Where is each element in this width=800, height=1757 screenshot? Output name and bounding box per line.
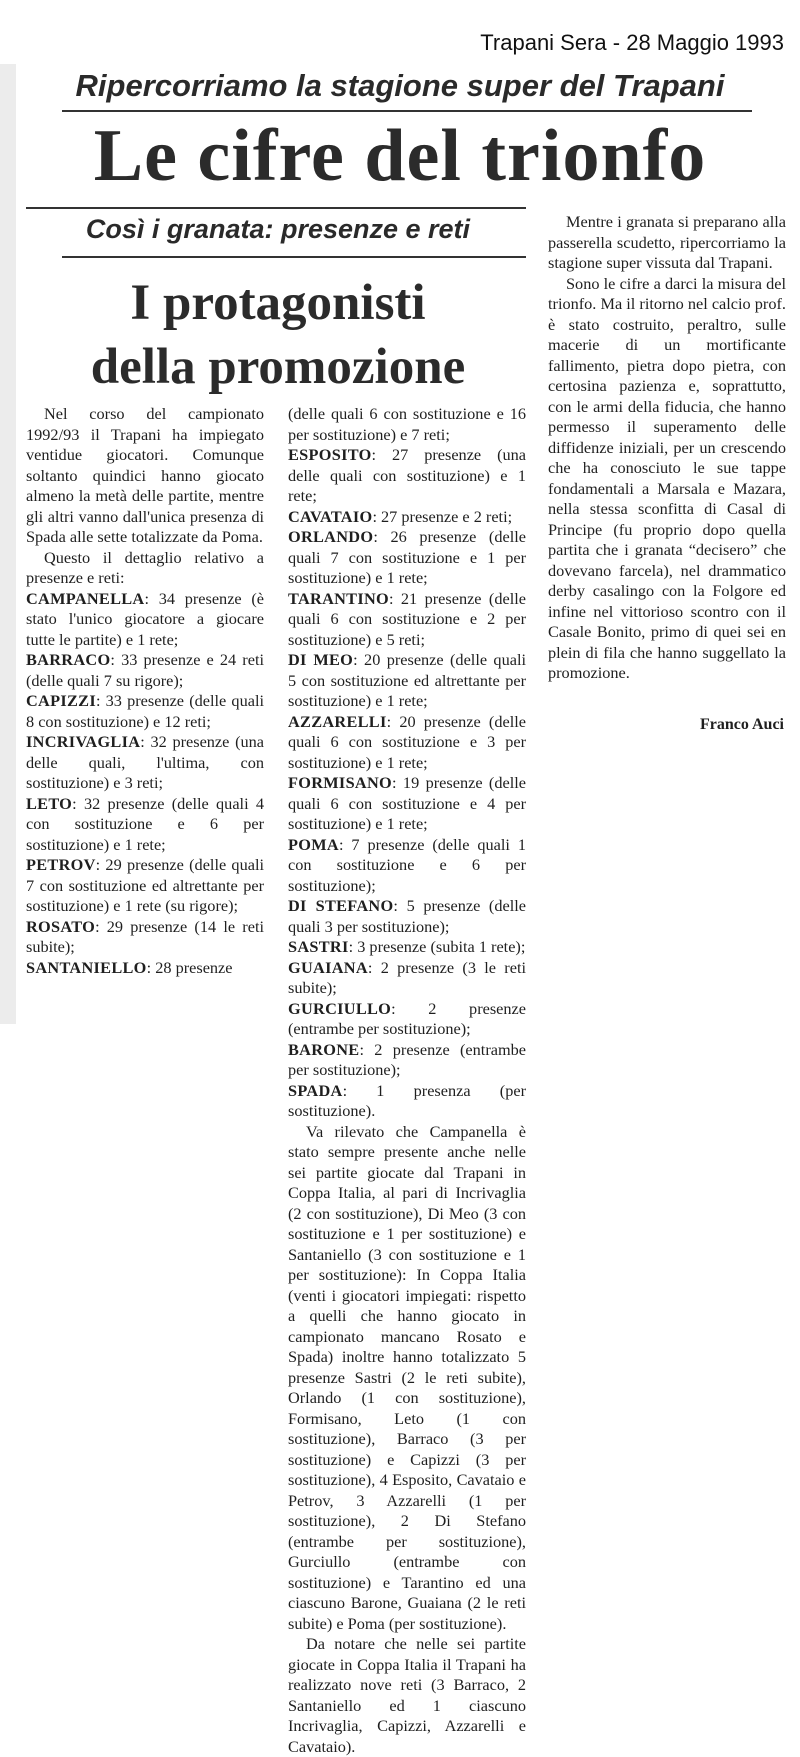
player-entry: ROSATO: 29 presenze (14 le reti subite); xyxy=(26,916,264,956)
sub-headline-line-2: della promozione xyxy=(90,339,466,395)
player-entry: GUAIANA: 2 presenze (3 le reti subite); xyxy=(288,957,526,997)
player-entry: SANTANIELLO: 28 presenze xyxy=(26,957,233,977)
newspaper-clipping xyxy=(0,64,800,1756)
player-entry: CAVATAIO: 27 presenze e 2 reti; xyxy=(288,506,513,526)
player-entry: DI STEFANO: 5 presenze (delle quali 3 per sostituzione); xyxy=(288,896,526,936)
player-entry: FORMISANO: 19 presenze (delle quali 6 con sostituzione e 4 per sostituzione) e 1 rete; xyxy=(288,773,526,833)
column-2 xyxy=(288,404,526,1757)
intro-paragraph: Nel corso del campionato 1992/93 il Trapani ha impiegato ventidue giocatori. Comunque soltanto quindici hanno giocato almeno la metà delle partite, mentre gli altri vanno dall'unica presenza di Spada alle sette totalizzate da Poma. xyxy=(26,404,264,546)
player-entry-continued: (delle quali 6 con sostituzione e 16 per sostituzione) e 7 reti; xyxy=(288,404,526,444)
player-entry: LETO: 32 presenze (delle quali 4 con sostituzione e 6 per sostituzione) e 1 rete; xyxy=(26,793,264,854)
player-entry: CAPIZZI: 33 presenze (delle quali 8 con sostituzione) e 12 reti; xyxy=(26,691,264,731)
player-entry: AZZARELLI: 20 presenze (delle quali 6 con sostituzione e 3 per sostituzione) e 1 rete; xyxy=(288,711,526,772)
kicker-rule xyxy=(62,110,752,112)
sub-headline-line-1: I protagonisti xyxy=(130,275,426,331)
coppa-paragraph: Va rilevato che Campanella è stato sempre presente anche nelle sei partite giocate dal Trapani in Coppa Italia, al pari di Incrivaglia (2 con sostituzione), Di Meo (3 con sostituzione e 1 per sostituzione) e Santaniello (3 con sostituzione e 1 per sostituzione): In Coppa Italia (venti i giocatori impiegati: rispetto a quelli che hanno giocato in campionato mancano Rosato e Spada) inoltre hanno totalizzato 5 presenze Sastri (2 le reti subite), Orlando (1 con sostituzione), Formisano, Leto (1 con sostituzione), Barraco (3 per sostituzione) e Capizzi (3 per sostituzione), 4 Esposito, Cavataio e Petrov, 3 Azzarelli (1 per sostituzione), 2 Di Stefano (entrambe per sostituzione), Gurciullo (entrambe con sostituzione) e Tarantino ed una ciascuno Barone, Guaiana (2 le reti subite) e Poma (per sostituzione). xyxy=(288,1121,526,1633)
column-1 xyxy=(26,404,264,978)
player-entry: SASTRI: 3 presenze (subita 1 rete); xyxy=(288,937,526,956)
player-entry: PETROV: 29 presenze (delle quali 7 con sostituzione ed altrettante per sostituzione) e 1 rete (su rigore); xyxy=(26,855,264,915)
sub-kicker-rule xyxy=(62,256,526,258)
player-entry: BARRACO: 33 presenze e 24 reti (delle quali 7 su rigore); xyxy=(26,650,264,690)
player-entry: POMA: 7 presenze (delle quali 1 con sostituzione e 6 per sostituzione); xyxy=(288,834,526,895)
player-entry: ORLANDO: 26 presenze (delle quali 7 con sostituzione e 1 per sostituzione) e 1 rete; xyxy=(288,527,526,587)
player-entry: SPADA: 1 presenza (per sostituzione). xyxy=(288,1080,526,1120)
kicker: Ripercorriamo la stagione super del Trapani xyxy=(75,68,725,103)
headline: Le cifre del trionfo xyxy=(93,115,707,197)
player-entry: ESPOSITO: 27 presenze (una delle quali con sostituzione) e 1 rete; xyxy=(288,445,526,505)
player-entry: INCRIVAGLIA: 32 presenze (una delle quali, l'ultima, con sostituzione) e 3 reti; xyxy=(26,732,264,792)
headline-rule xyxy=(26,207,526,209)
sub-kicker: Così i granata: presenze e reti xyxy=(85,214,471,244)
body-paragraph: Sono le cifre a darci la misura del trionfo. Ma il ritorno nel calcio prof. è stato costruito, peraltro, sulle macerie di un mortificante fallimento, pietra dopo pietra, con certosina pazienza e, soprattutto, con le armi della fiducia, che hanno permesso il superamento delle diffidenze iniziali, per un crescendo che ha conosciuto le sue tappe fondamentali a Marsala e Mazara, nella stessa sconfitta di Casal di Principe (fu proprio dopo quella partita che i granata “decisero” che dovevano farcela), nel drammatico derby casalingo con la Folgore ed infine nel vittorioso scontro con il Casale Bonito, primo di quei sei en plein di fila che hanno suggellato la promozione. xyxy=(548,273,786,682)
player-entry: DI MEO: 20 presenze (delle quali 5 con sostituzione ed altrettante per sostituzione) e 1 rete; xyxy=(288,650,526,710)
column-3 xyxy=(548,212,786,684)
player-entry: TARANTINO: 21 presenze (delle quali 6 con sostituzione e 2 per sostituzione) e 5 reti; xyxy=(288,588,526,649)
player-entry: GURCIULLO: 2 presenze (entrambe per sostituzione); xyxy=(288,998,526,1038)
caption: Trapani Sera - 28 Maggio 1993 xyxy=(480,30,784,55)
coppa-paragraph: Da notare che nelle sei partite giocate in Coppa Italia il Trapani ha realizzato nove reti (3 Barraco, 2 Santaniello ed 1 ciascuno Incrivaglia, Capizzi, Azzarelli e Cavataio). xyxy=(288,1634,526,1756)
intro-paragraph: Questo il dettaglio relativo a presenze e reti: xyxy=(26,547,264,587)
paper-shade-strip xyxy=(0,64,16,1024)
player-entry: CAMPANELLA: 34 presenze (è stato l'unico giocatore a giocare tutte le partite) e 1 rete; xyxy=(26,588,264,649)
player-entry: BARONE: 2 presenze (entrambe per sostituzione); xyxy=(288,1039,526,1079)
author-signature: Franco Auci xyxy=(700,716,784,733)
body-paragraph: Mentre i granata si preparano alla passerella scudetto, ripercorriamo la stagione super vissuta dal Trapani. xyxy=(548,212,786,272)
